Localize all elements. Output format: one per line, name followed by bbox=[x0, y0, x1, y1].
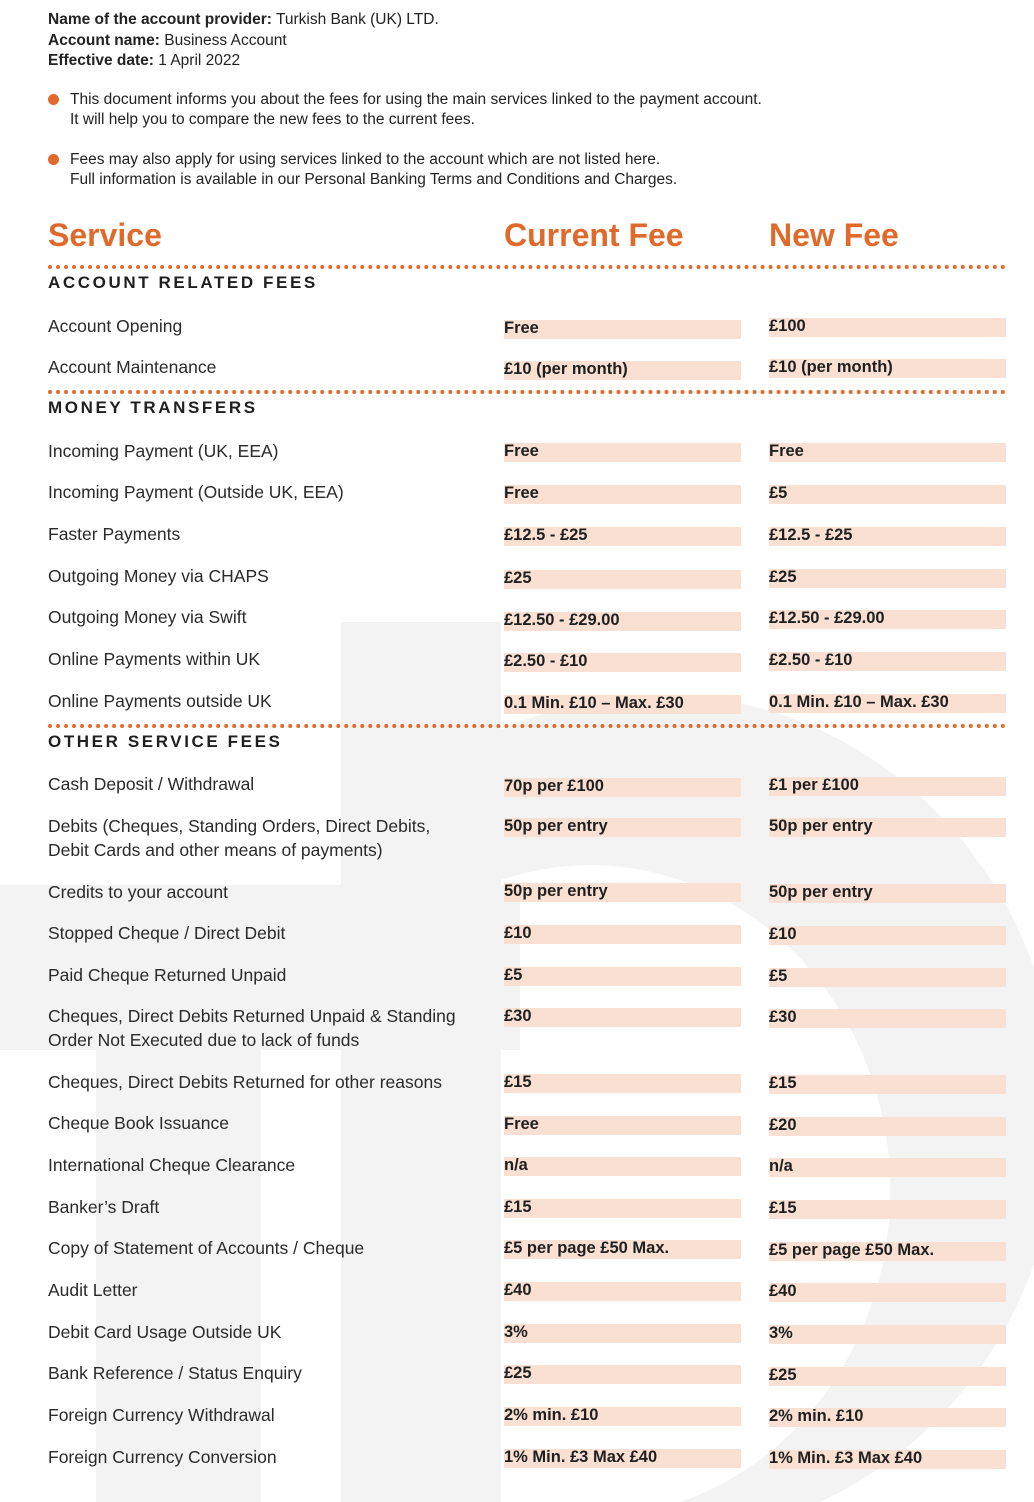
current-fee-cell bbox=[504, 320, 741, 339]
current-fee-cell bbox=[504, 818, 741, 837]
bullet-dot-icon bbox=[48, 94, 59, 105]
current-fee-value: £2.50 - £10 bbox=[504, 652, 588, 670]
new-fee-cell bbox=[769, 1009, 1006, 1028]
current-fee-value: 0.1 Min. £10 – Max. £30 bbox=[504, 694, 684, 712]
new-fee-cell bbox=[769, 318, 1006, 337]
current-fee-value: £40 bbox=[504, 1281, 532, 1299]
new-fee-value: 2% min. £10 bbox=[769, 1407, 864, 1425]
current-fee-cell bbox=[504, 1116, 741, 1135]
service-name: Outgoing Money via Swift bbox=[48, 607, 247, 627]
current-fee-cell bbox=[504, 1365, 741, 1384]
column-header-service: Service bbox=[48, 217, 162, 253]
service-name: Account Maintenance bbox=[48, 357, 217, 377]
section-title: ACCOUNT RELATED FEES bbox=[48, 273, 318, 292]
new-fee-value: £15 bbox=[769, 1199, 797, 1217]
new-fee-value: £12.5 - £25 bbox=[769, 526, 853, 544]
current-fee-value: £10 (per month) bbox=[504, 360, 628, 378]
current-fee-cell bbox=[504, 883, 741, 902]
new-fee-cell bbox=[769, 1117, 1006, 1136]
note-text: Full information is available in our Personal Banking Terms and Conditions and Charges. bbox=[70, 171, 678, 188]
current-fee-value: £5 per page £50 Max. bbox=[504, 1239, 670, 1257]
service-name: International Cheque Clearance bbox=[48, 1155, 296, 1175]
service-name: Banker’s Draft bbox=[48, 1197, 160, 1217]
new-fee-value: £10 bbox=[769, 925, 797, 943]
section-divider bbox=[48, 724, 1006, 728]
current-fee-value: Free bbox=[504, 319, 539, 337]
current-fee-value: £15 bbox=[504, 1073, 532, 1091]
service-name: Foreign Currency Conversion bbox=[48, 1447, 277, 1467]
current-fee-value: Free bbox=[504, 1115, 539, 1133]
service-name-line: Debits (Cheques, Standing Orders, Direct Debits, bbox=[48, 816, 431, 836]
current-fee-cell bbox=[504, 778, 741, 797]
service-name: Faster Payments bbox=[48, 524, 181, 544]
new-fee-value: 50p per entry bbox=[769, 883, 873, 901]
column-header-current-fee: Current Fee bbox=[504, 217, 684, 253]
new-fee-value: £25 bbox=[769, 568, 797, 586]
account-name-value: Business Account bbox=[164, 31, 287, 49]
current-fee-value: £30 bbox=[504, 1007, 532, 1025]
info-note bbox=[48, 150, 677, 190]
current-fee-cell bbox=[504, 695, 741, 714]
new-fee-value: £5 bbox=[769, 967, 788, 985]
new-fee-cell bbox=[769, 610, 1006, 629]
service-name: Cheques, Direct Debits Returned for other reasons bbox=[48, 1072, 442, 1092]
current-fee-value: 3% bbox=[504, 1323, 528, 1341]
current-fee-value: £12.50 - £29.00 bbox=[504, 611, 620, 629]
bullet-dot-icon bbox=[48, 154, 59, 165]
service-name: Account Opening bbox=[48, 316, 183, 336]
new-fee-cell bbox=[769, 1158, 1006, 1177]
note-text: It will help you to compare the new fees to the current fees. bbox=[70, 111, 475, 128]
service-name: Stopped Cheque / Direct Debit bbox=[48, 923, 286, 943]
column-header-new-fee: New Fee bbox=[769, 217, 899, 253]
new-fee-cell bbox=[769, 1408, 1006, 1427]
new-fee-cell bbox=[769, 1283, 1006, 1302]
service-name bbox=[48, 1004, 488, 1052]
new-fee-value: £12.50 - £29.00 bbox=[769, 609, 885, 627]
current-fee-value: 2% min. £10 bbox=[504, 1406, 599, 1424]
new-fee-cell bbox=[769, 777, 1006, 796]
new-fee-value: £25 bbox=[769, 1366, 797, 1384]
service-name: Bank Reference / Status Enquiry bbox=[48, 1363, 302, 1383]
current-fee-value: Free bbox=[504, 484, 539, 502]
new-fee-cell bbox=[769, 1200, 1006, 1219]
new-fee-cell bbox=[769, 818, 1006, 837]
new-fee-value: £20 bbox=[769, 1116, 797, 1134]
note-text: Fees may also apply for using services linked to the account which are not listed here. bbox=[70, 151, 661, 168]
new-fee-value: £15 bbox=[769, 1074, 797, 1092]
new-fee-cell bbox=[769, 1367, 1006, 1386]
new-fee-cell bbox=[769, 884, 1006, 903]
current-fee-value: £25 bbox=[504, 569, 532, 587]
new-fee-cell bbox=[769, 1075, 1006, 1094]
current-fee-cell bbox=[504, 1407, 741, 1426]
service-name: Cash Deposit / Withdrawal bbox=[48, 774, 255, 794]
current-fee-value: £5 bbox=[504, 966, 523, 984]
new-fee-cell bbox=[769, 968, 1006, 987]
current-fee-cell bbox=[504, 1324, 741, 1343]
service-name: Paid Cheque Returned Unpaid bbox=[48, 965, 287, 985]
current-fee-value: n/a bbox=[504, 1156, 528, 1174]
info-note bbox=[48, 90, 762, 130]
new-fee-cell bbox=[769, 1450, 1006, 1469]
new-fee-cell bbox=[769, 527, 1006, 546]
current-fee-cell bbox=[504, 612, 741, 631]
new-fee-value: £5 per page £50 Max. bbox=[769, 1241, 935, 1259]
service-name: Copy of Statement of Accounts / Cheque bbox=[48, 1238, 365, 1258]
service-name bbox=[48, 814, 488, 862]
current-fee-cell bbox=[504, 527, 741, 546]
service-name-line: Cheques, Direct Debits Returned Unpaid & Standing bbox=[48, 1006, 456, 1026]
current-fee-cell bbox=[504, 1282, 741, 1301]
account-info bbox=[48, 10, 439, 72]
current-fee-cell bbox=[504, 485, 741, 504]
current-fee-cell bbox=[504, 1199, 741, 1218]
service-name-line: Debit Cards and other means of payments) bbox=[48, 840, 383, 860]
section-divider bbox=[48, 265, 1006, 269]
service-name: Debit Card Usage Outside UK bbox=[48, 1322, 282, 1342]
new-fee-value: 3% bbox=[769, 1324, 793, 1342]
service-name: Cheque Book Issuance bbox=[48, 1113, 229, 1133]
current-fee-cell bbox=[504, 1240, 741, 1259]
effective-date-value: 1 April 2022 bbox=[158, 52, 241, 69]
current-fee-cell bbox=[504, 925, 741, 944]
new-fee-value: £10 (per month) bbox=[769, 358, 893, 376]
new-fee-value: Free bbox=[769, 442, 804, 460]
service-name: Outgoing Money via CHAPS bbox=[48, 566, 269, 586]
current-fee-value: £25 bbox=[504, 1364, 532, 1382]
section-title: OTHER SERVICE FEES bbox=[48, 732, 283, 751]
current-fee-cell bbox=[504, 1008, 741, 1027]
note-text: This document informs you about the fees for using the main services linked to the payment account. bbox=[70, 91, 762, 108]
current-fee-value: 50p per entry bbox=[504, 882, 608, 900]
current-fee-value: 1% Min. £3 Max £40 bbox=[504, 1448, 658, 1466]
current-fee-value: Free bbox=[504, 442, 539, 460]
new-fee-value: £40 bbox=[769, 1282, 797, 1300]
current-fee-value: £12.5 - £25 bbox=[504, 526, 588, 544]
new-fee-value: £1 per £100 bbox=[769, 776, 859, 794]
service-name: Online Payments outside UK bbox=[48, 691, 272, 711]
service-name: Audit Letter bbox=[48, 1280, 138, 1300]
new-fee-cell bbox=[769, 926, 1006, 945]
service-name: Credits to your account bbox=[48, 882, 228, 902]
new-fee-cell bbox=[769, 443, 1006, 462]
current-fee-value: £15 bbox=[504, 1198, 532, 1216]
current-fee-cell bbox=[504, 1157, 741, 1176]
new-fee-value: n/a bbox=[769, 1157, 793, 1175]
section-title: MONEY TRANSFERS bbox=[48, 398, 258, 417]
new-fee-value: 50p per entry bbox=[769, 817, 873, 835]
new-fee-value: £5 bbox=[769, 484, 788, 502]
service-name-line: Order Not Executed due to lack of funds bbox=[48, 1030, 360, 1050]
provider-label: Name of the account provider: bbox=[48, 11, 272, 28]
new-fee-value: £2.50 - £10 bbox=[769, 651, 853, 669]
new-fee-value: £30 bbox=[769, 1008, 797, 1026]
section-divider bbox=[48, 390, 1006, 394]
new-fee-cell bbox=[769, 569, 1006, 588]
current-fee-cell bbox=[504, 967, 741, 986]
current-fee-cell bbox=[504, 570, 741, 589]
current-fee-cell bbox=[504, 443, 741, 462]
current-fee-value: 70p per £100 bbox=[504, 777, 604, 795]
new-fee-cell bbox=[769, 1242, 1006, 1261]
service-name: Foreign Currency Withdrawal bbox=[48, 1405, 275, 1425]
new-fee-value: 1% Min. £3 Max £40 bbox=[769, 1449, 923, 1467]
current-fee-cell bbox=[504, 653, 741, 672]
new-fee-cell bbox=[769, 359, 1006, 378]
new-fee-cell bbox=[769, 485, 1006, 504]
current-fee-value: 50p per entry bbox=[504, 817, 608, 835]
provider-value: Turkish Bank (UK) LTD. bbox=[275, 11, 439, 28]
service-name: Online Payments within UK bbox=[48, 649, 261, 669]
new-fee-cell bbox=[769, 694, 1006, 713]
service-name: Incoming Payment (UK, EEA) bbox=[48, 441, 279, 461]
new-fee-cell bbox=[769, 1325, 1006, 1344]
account-name-label: Account name: bbox=[48, 31, 160, 49]
new-fee-value: 0.1 Min. £10 – Max. £30 bbox=[769, 693, 949, 711]
current-fee-value: £10 bbox=[504, 924, 532, 942]
current-fee-cell bbox=[504, 1449, 741, 1468]
new-fee-cell bbox=[769, 652, 1006, 671]
current-fee-cell bbox=[504, 1074, 741, 1093]
new-fee-value: £100 bbox=[769, 317, 806, 335]
effective-date-label: Effective date: bbox=[48, 52, 154, 69]
current-fee-cell bbox=[504, 361, 741, 380]
service-name: Incoming Payment (Outside UK, EEA) bbox=[48, 482, 344, 502]
